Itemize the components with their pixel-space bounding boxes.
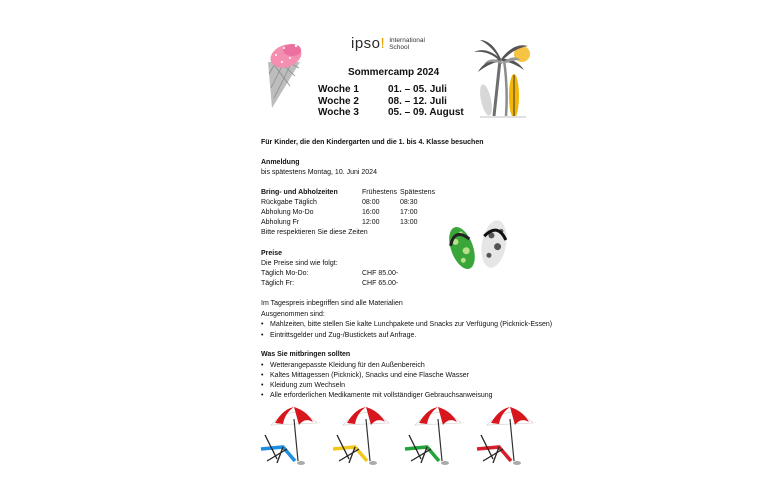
- bring-list: [261, 361, 493, 400]
- times-row-label: Abholung Mo-Do: [261, 209, 314, 216]
- registration-text: bis spätestens Montag, 10. Juni 2024: [261, 169, 377, 176]
- times-row-latest: 17:00: [400, 209, 418, 216]
- week-labels: [318, 84, 359, 119]
- list-item: • Alle erforderlichen Medikamente mit vollständiger Gebrauchsanweisung: [261, 391, 493, 400]
- beach-chair-yellow-icon: [333, 407, 389, 465]
- week-2-dates: 08. – 12. Juli: [388, 95, 447, 107]
- list-item: • Wetterangepasste Kleidung für den Außenbereich: [261, 361, 493, 370]
- week-1-dates: 01. – 05. Juli: [388, 84, 447, 95]
- palm-tree-icon: [470, 38, 534, 120]
- times-heading: Bring- und Abholzeiten: [261, 189, 338, 196]
- list-item: • Kaltes Mittagessen (Picknick), Snacks und eine Flasche Wasser: [261, 371, 493, 380]
- excluded-list: [261, 320, 552, 340]
- price-row-value: CHF 65.00-: [362, 280, 399, 287]
- flip-flops-icon: [444, 214, 516, 276]
- logo-sub-line1: International: [389, 36, 425, 44]
- times-row-label: Rückgabe Täglich: [261, 199, 317, 206]
- times-col-earliest: Frühestens: [362, 189, 398, 196]
- logo-sub-line2: School: [389, 43, 410, 51]
- times-col-latest: Spätestens: [400, 189, 436, 196]
- times-row-latest: 13:00: [400, 219, 418, 226]
- logo-brand: ipso!: [351, 35, 386, 52]
- intro-text: Für Kinder, die den Kindergarten und die 1. bis 4. Klasse besuchen: [261, 139, 484, 146]
- ipso-logo: [351, 35, 425, 52]
- page-title: Sommercamp 2024: [348, 67, 440, 78]
- times-row-label: Abholung Fr: [261, 219, 300, 226]
- ice-cream-icon: [262, 38, 310, 110]
- beach-chair-green-icon: [405, 407, 461, 465]
- prices-intro: Die Preise sind wie folgt:: [261, 260, 338, 267]
- times-note: Bitte respektieren Sie diese Zeiten: [261, 229, 368, 236]
- week-1-label: Woche 1: [318, 84, 359, 95]
- week-dates: [388, 84, 464, 119]
- week-2-label: Woche 2: [318, 95, 359, 107]
- week-3-label: Woche 3: [318, 107, 359, 118]
- times-row-earliest: 08:00: [362, 199, 380, 206]
- beach-chair-red-icon: [477, 407, 533, 465]
- week-3-dates: 05. – 09. August: [388, 107, 464, 118]
- list-item: • Mahlzeiten, bitte stellen Sie kalte Lunchpakete und Snacks zur Verfügung (Picknick-Essen): [261, 320, 552, 329]
- prices-heading: Preise: [261, 250, 283, 257]
- beach-chairs-illustration: [255, 403, 545, 467]
- price-row-label: Täglich Mo-Do:: [261, 270, 309, 277]
- times-row-earliest: 16:00: [362, 209, 380, 216]
- registration-heading: Anmeldung: [261, 159, 300, 166]
- list-item: • Eintrittsgelder und Zug-/Bustickets auf Anfrage.: [261, 331, 552, 340]
- beach-chair-blue-icon: [261, 407, 317, 465]
- times-row-latest: 08:30: [400, 199, 418, 206]
- included-line1: Im Tagespreis inbegriffen sind alle Materialien: [261, 300, 403, 307]
- list-item: • Kleidung zum Wechseln: [261, 381, 493, 390]
- included-line2: Ausgenommen sind:: [261, 311, 325, 318]
- price-row-label: Täglich Fr:: [261, 280, 295, 287]
- price-row-value: CHF 85.00-: [362, 270, 399, 277]
- bring-heading: Was Sie mitbringen sollten: [261, 351, 351, 358]
- times-row-earliest: 12:00: [362, 219, 380, 226]
